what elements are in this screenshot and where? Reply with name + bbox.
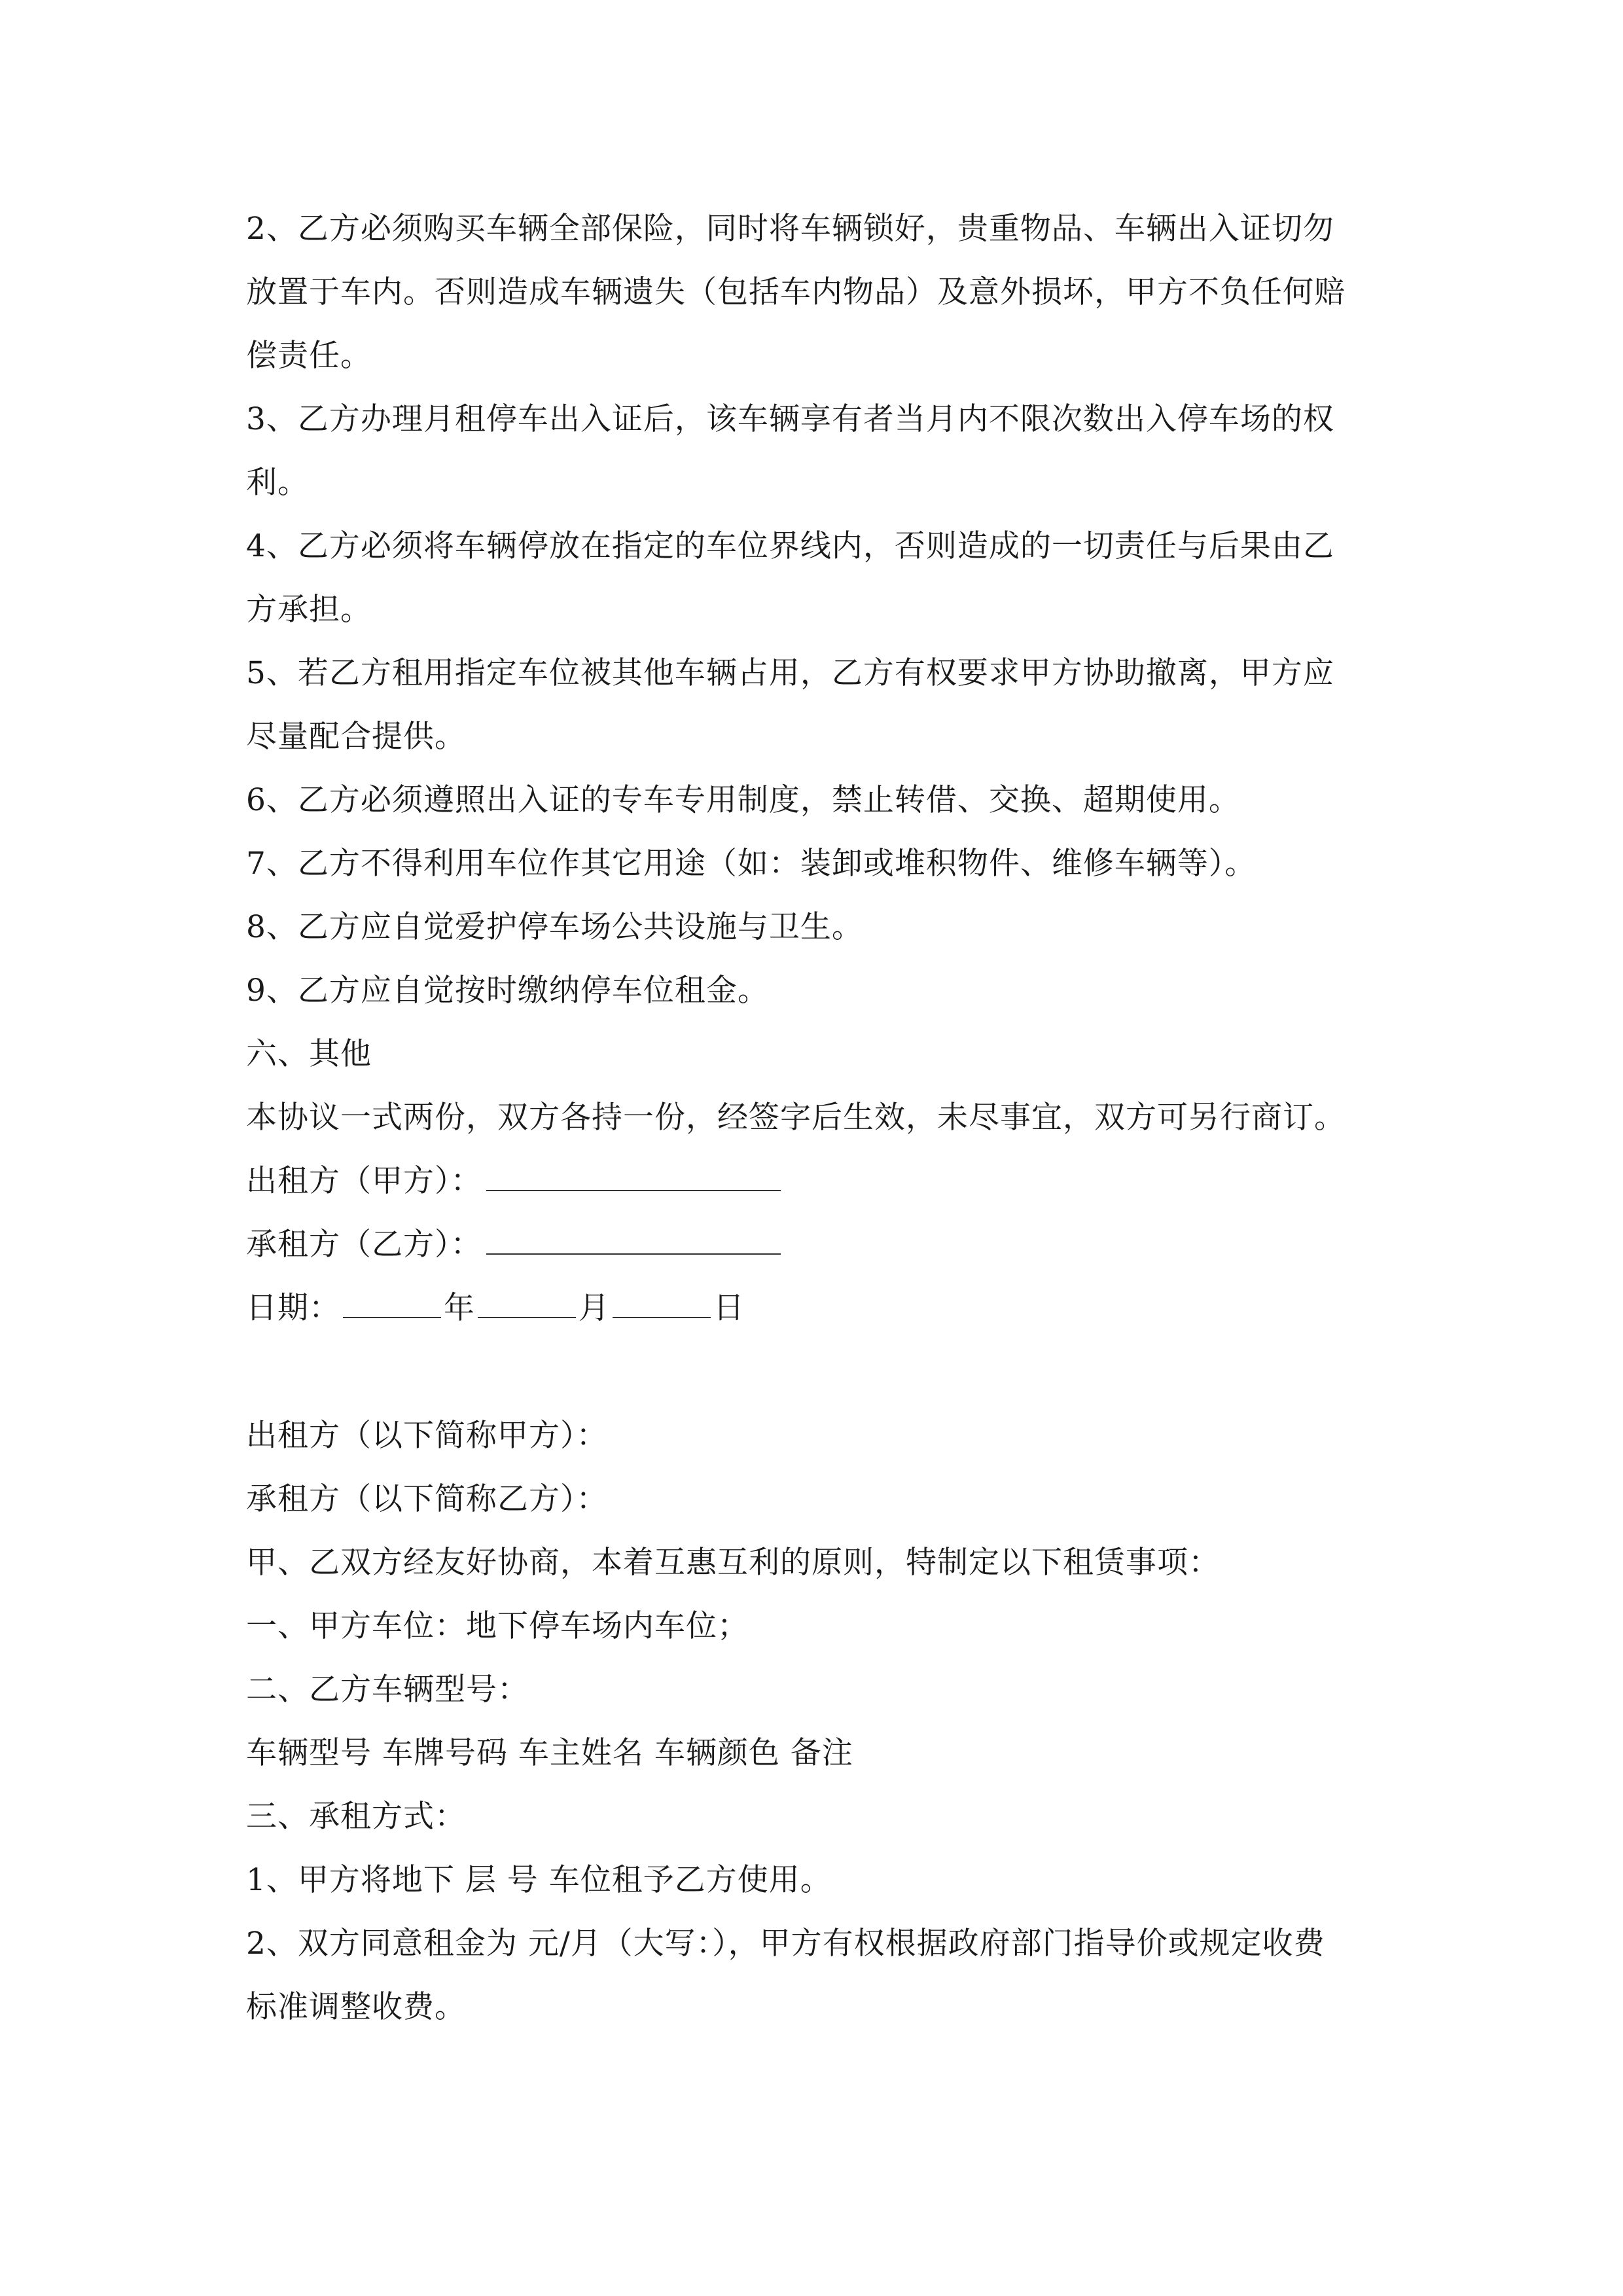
year-field[interactable] [343, 1291, 441, 1318]
day-label: 日 [713, 1290, 745, 1326]
section-3-lease-method: 三、承租方式： [246, 1799, 466, 1835]
clause-4-line-1: 4、乙方必须将车辆停放在指定的车位界线内，否则造成的一切责任与后果由乙 [246, 528, 1334, 564]
lessor-label: 出租方（甲方）： [246, 1163, 482, 1199]
year-label: 年 [444, 1290, 475, 1326]
clause-9: 9、乙方应自觉按时缴纳停车位租金。 [246, 973, 769, 1009]
lease-clause-1: 1、甲方将地下 层 号 车位租予乙方使用。 [246, 1862, 832, 1898]
month-field[interactable] [478, 1291, 576, 1318]
clause-8: 8、乙方应自觉爱护停车场公共设施与卫生。 [246, 909, 863, 945]
lessor-signature-field[interactable] [486, 1164, 781, 1191]
lessor-intro: 出租方（以下简称甲方）： [246, 1418, 608, 1454]
date-label: 日期： [246, 1290, 340, 1326]
clause-3-line-1: 3、乙方办理月租停车出入证后，该车辆享有者当月内不限次数出入停车场的权 [246, 401, 1334, 437]
section-2-vehicle-model: 二、乙方车辆型号： [246, 1672, 529, 1708]
lease-clause-2-line-1: 2、双方同意租金为 元/月（大写：），甲方有权根据政府部门指导价或规定收费 [246, 1926, 1325, 1962]
preamble: 甲、乙双方经友好协商，本着互惠互利的原则，特制定以下租赁事项： [246, 1545, 1220, 1581]
clause-2-line-2: 放置于车内。否则造成车辆遗失（包括车内物品）及意外损坏，甲方不负任何赔 [246, 274, 1346, 310]
lease-clause-2-line-2: 标准调整收费。 [246, 1989, 466, 2025]
clause-7: 7、乙方不得利用车位作其它用途（如：装卸或堆积物件、维修车辆等）。 [246, 846, 1257, 882]
section-1-parking-space: 一、甲方车位：地下停车场内车位； [246, 1608, 749, 1644]
clause-6: 6、乙方必须遵照出入证的专车专用制度，禁止转借、交换、超期使用。 [246, 782, 1240, 818]
lessor-signature-row [246, 1162, 781, 1201]
clause-2-line-3: 偿责任。 [246, 338, 372, 374]
lessee-signature-row [246, 1225, 781, 1265]
lessee-signature-field[interactable] [486, 1227, 781, 1255]
lessee-intro: 承租方（以下简称乙方）： [246, 1481, 608, 1517]
date-row [246, 1289, 745, 1328]
section-6-heading: 六、其他 [246, 1036, 372, 1072]
clause-5-line-2: 尽量配合提供。 [246, 719, 466, 755]
clause-4-line-2: 方承担。 [246, 592, 372, 628]
lessee-label: 承租方（乙方）： [246, 1227, 482, 1263]
vehicle-table-header: 车辆型号 车牌号码 车主姓名 车辆颜色 备注 [246, 1735, 853, 1771]
clause-3-line-2: 利。 [246, 465, 309, 501]
agreement-copies-text: 本协议一式两份，双方各持一份，经签字后生效，未尽事宜，双方可另行商订。 [246, 1100, 1346, 1136]
clause-2-line-1: 2、乙方必须购买车辆全部保险，同时将车辆锁好，贵重物品、车辆出入证切勿 [246, 211, 1334, 247]
month-label: 月 [579, 1290, 610, 1326]
day-field[interactable] [613, 1291, 711, 1318]
clause-5-line-1: 5、若乙方租用指定车位被其他车辆占用，乙方有权要求甲方协助撤离，甲方应 [246, 655, 1334, 691]
